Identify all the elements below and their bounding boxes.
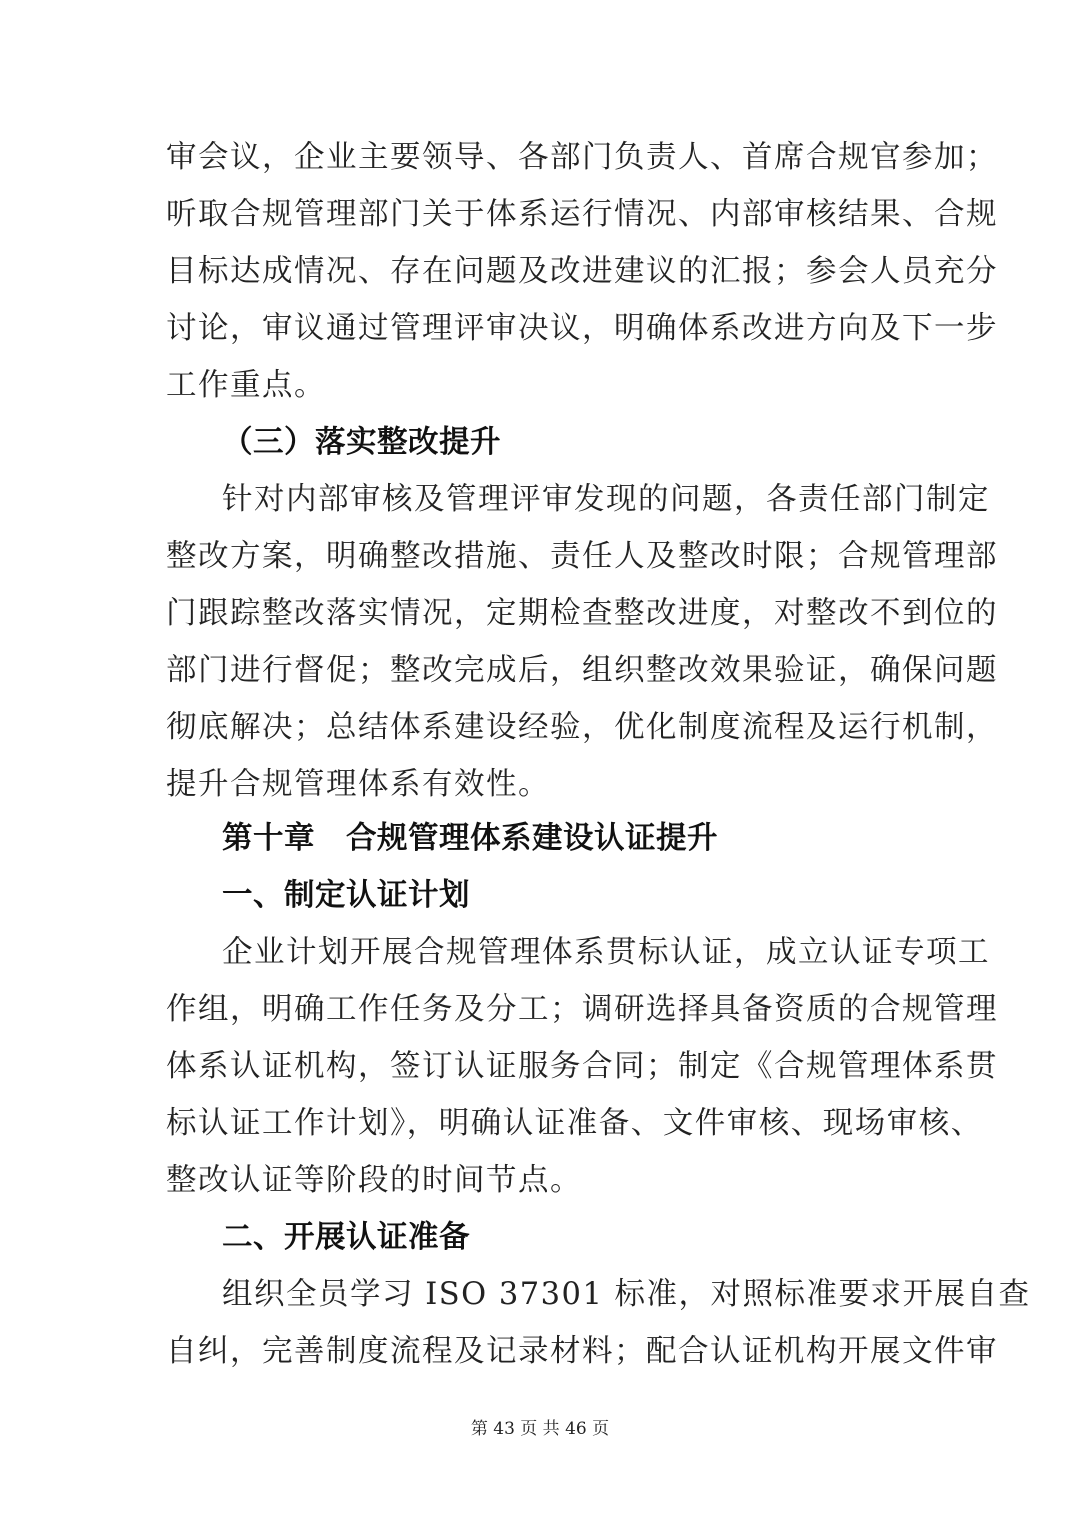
section-heading: 一、制定认证计划 [222,878,470,913]
subsection-heading: （三）落实整改提升 [222,425,501,460]
page-number-footer: 第 43 页 共 46 页 [470,1419,610,1439]
section-heading: 二、开展认证准备 [222,1220,470,1255]
body-text-line: 目标达成情况、存在问题及改进建议的汇报；参会人员充分 [166,254,998,289]
body-text-line: 讨论，审议通过管理评审决议，明确体系改进方向及下一步 [166,311,998,346]
body-text-line: 整改方案，明确整改措施、责任人及整改时限；合规管理部 [166,539,998,574]
body-text-line: 工作重点。 [166,368,326,403]
body-text-line: 听取合规管理部门关于体系运行情况、内部审核结果、合规 [166,197,998,232]
body-text-line: 部门进行督促；整改完成后，组织整改效果验证，确保问题 [166,653,998,688]
body-text-line: 组织全员学习 ISO 37301 标准，对照标准要求开展自查 [222,1277,1031,1312]
body-text-line: 体系认证机构，签订认证服务合同；制定《合规管理体系贯 [166,1049,998,1084]
body-text-line: 针对内部审核及管理评审发现的问题，各责任部门制定 [222,482,990,517]
body-text-line: 作组，明确工作任务及分工；调研选择具备资质的合规管理 [166,992,998,1027]
body-text-line: 门跟踪整改落实情况，定期检查整改进度，对整改不到位的 [166,596,998,631]
body-text-line: 企业计划开展合规管理体系贯标认证，成立认证专项工 [222,935,990,970]
body-text-line: 自纠，完善制度流程及记录材料；配合认证机构开展文件审 [166,1334,998,1369]
body-text-line: 整改认证等阶段的时间节点。 [166,1163,582,1198]
chapter-heading: 第十章 合规管理体系建设认证提升 [222,821,718,856]
body-text-line: 审会议，企业主要领导、各部门负责人、首席合规官参加； [166,140,998,175]
body-text-line: 彻底解决；总结体系建设经验，优化制度流程及运行机制， [166,710,998,745]
body-text-line: 提升合规管理体系有效性。 [166,767,550,802]
body-text-line: 标认证工作计划》，明确认证准备、文件审核、现场审核、 [166,1106,983,1141]
